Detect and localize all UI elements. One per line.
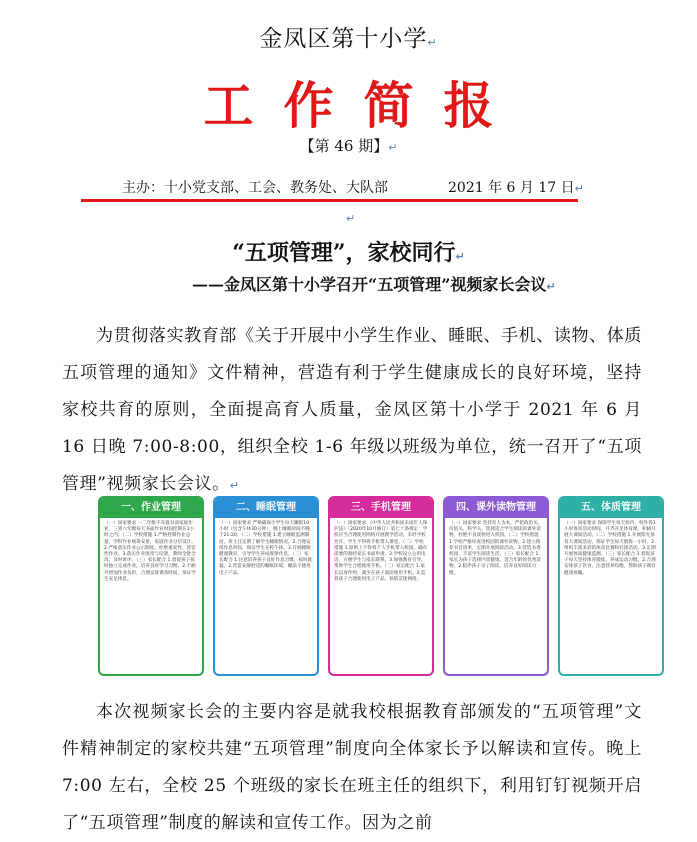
paragraph-mark-icon: ↵: [346, 212, 356, 225]
bulletin-title: 工作简报: [203, 76, 524, 135]
article-headline: “五项管理”，家校同行↵: [232, 240, 465, 266]
paragraph-mark-icon: ↵: [229, 479, 240, 492]
panel-text: （一）国家要求 保障学生每天校内、校外各1小时体育活动时间，开齐开足体育课，积极开展大课间活动。（二）学校措施 1.开展阳光体育大课间活动，保证学生每天锻炼一小时。2.组织丰富多彩的体育比赛和社团活动。3.定期开展体质健康监测。（三）家长配合 1.督促孩子每天坚持体育锻炼，养成运动习惯。2.合理安排孩子饮食，注意营养均衡，帮助孩子拥有健康体魄。: [564, 521, 656, 576]
panel-reading: [443, 496, 549, 676]
host-line: 主办：十小党支部、工会、教务处、大队部: [122, 180, 388, 196]
article-subheadline: ——金凤区第十小学召开“五项管理”视频家长会议↵: [192, 275, 556, 294]
article-paragraph-2: 本次视频家长会的主要内容是就我校根据教育部颁发的“五项管理”文件精神制定的家校共建“五项管理”制度向全体家长予以解读和宣传。晚上 7:00 左右，全校 25 个班级的家长在班主任的组织下，利用钉钉视频开启了“五项管理”制度的解读和宣传工作。因为之前: [62, 702, 642, 833]
issue-number: 【第 46 期】↵: [299, 137, 398, 155]
panel-text: （一）国家要求 坚持育人为本，严把政治关、价值关、科学关，选择适合学生阅读的课外读物，杜绝不良读物进入校园。（二）学校措施 1.学校严格审查进校园的课外读物。2.建立推荐书目清单，定期开展阅读活动。3.营造书香校园，丰富学生阅读生活。（三）家长配合 1.家长为孩子选择内容健康、适合年龄的优秀读物。2.陪伴孩子亲子阅读，培养良好阅读习惯。: [449, 521, 543, 576]
panel-text: （一）国家要求 一二年级不布置书面家庭作业，三到六年级每天书面作业时间控制在1小时之内。（二）学校措施 1.严格控制作业总量，学科作业统筹安排，家庭作业分层设计。2.严格落实作业公示制度，杜绝重复性、惩罚性作业。3.落实作业批改与反馈，教师全批全改，及时讲评。（三）家长配合 1.督促孩子按时独立完成作业，培养良好学习习惯。2.不额外增加作业负担，合理安排课余时间，保证学生充足休息。: [104, 521, 196, 582]
panel-text: （一）国家要求 严格确保小学生每天睡眠10小时（包含午休30分钟），晚上睡眠时间不晚于21:20。（二）学校措施 1.建立睡眠监测制度，班主任定期了解学生睡眠情况。2.合理安排作息时间，保证学生在校午休。3.开展睡眠健康教育，引导学生养成规律作息。（三）家长配合 1.注意培养孩子良好作息习惯，按时就寝。2.营造安静舒适的睡眠环境，睡前不使用电子产品。: [219, 521, 313, 576]
paragraph-mark-icon: ↵: [574, 182, 584, 195]
header-divider: [81, 199, 578, 202]
paragraph-mark-icon: ↵: [546, 280, 556, 293]
panel-title: 五、体质管理: [560, 498, 662, 518]
panel-title: 一、作业管理: [100, 498, 202, 518]
panel-title: 三、手机管理: [330, 498, 432, 518]
panel-sleep: [213, 496, 319, 676]
paragraph-mark-icon: ↵: [388, 141, 398, 154]
panel-title: 四、课外读物管理: [445, 498, 547, 518]
issue-date: 2021 年 6 月 17 日↵: [448, 180, 584, 196]
panel-fitness: [558, 496, 664, 676]
panel-text: （一）国家要求 《中华人民共和国未成年人保护法》（2020年10月修订）第七十条规定：学校应当合理使用网络开展教学活动，未经学校允许，学生不得将手机带入课堂。（二）学校措施 1.原则上不得将个人手机带入校园，确有需要的须经家长书面申请。2.学校设立公用电话，方便学生与家长联系。3.加强教育引导，帮助学生合理使用手机。（三）家长配合 1.家长以身作则，减少在孩子面前使用手机。2.监督孩子合理使用电子产品，预防沉迷网络。: [334, 521, 428, 582]
paragraph-mark-icon: ↵: [427, 36, 438, 49]
paragraph-mark-icon: ↵: [455, 250, 465, 263]
five-management-poster: [98, 496, 664, 676]
article-paragraph-1: 为贯彻落实教育部《关于开展中小学生作业、睡眠、手机、读物、体质五项管理的通知》文件精神，营造有利于学生健康成长的良好环境，坚持家校共育的原则，全面提高育人质量，金凤区第十小学于 2021 年 6 月 16 日晚 7:00-8:00，组织全校 1-6 年级以班级为单位，统一召开了“五项管理”视频家长会议。↵: [62, 326, 642, 494]
school-name: 金凤区第十小学↵: [259, 26, 438, 52]
panel-homework: [98, 496, 204, 676]
panel-phone: [328, 496, 434, 676]
panel-title: 二、睡眠管理: [215, 498, 317, 518]
